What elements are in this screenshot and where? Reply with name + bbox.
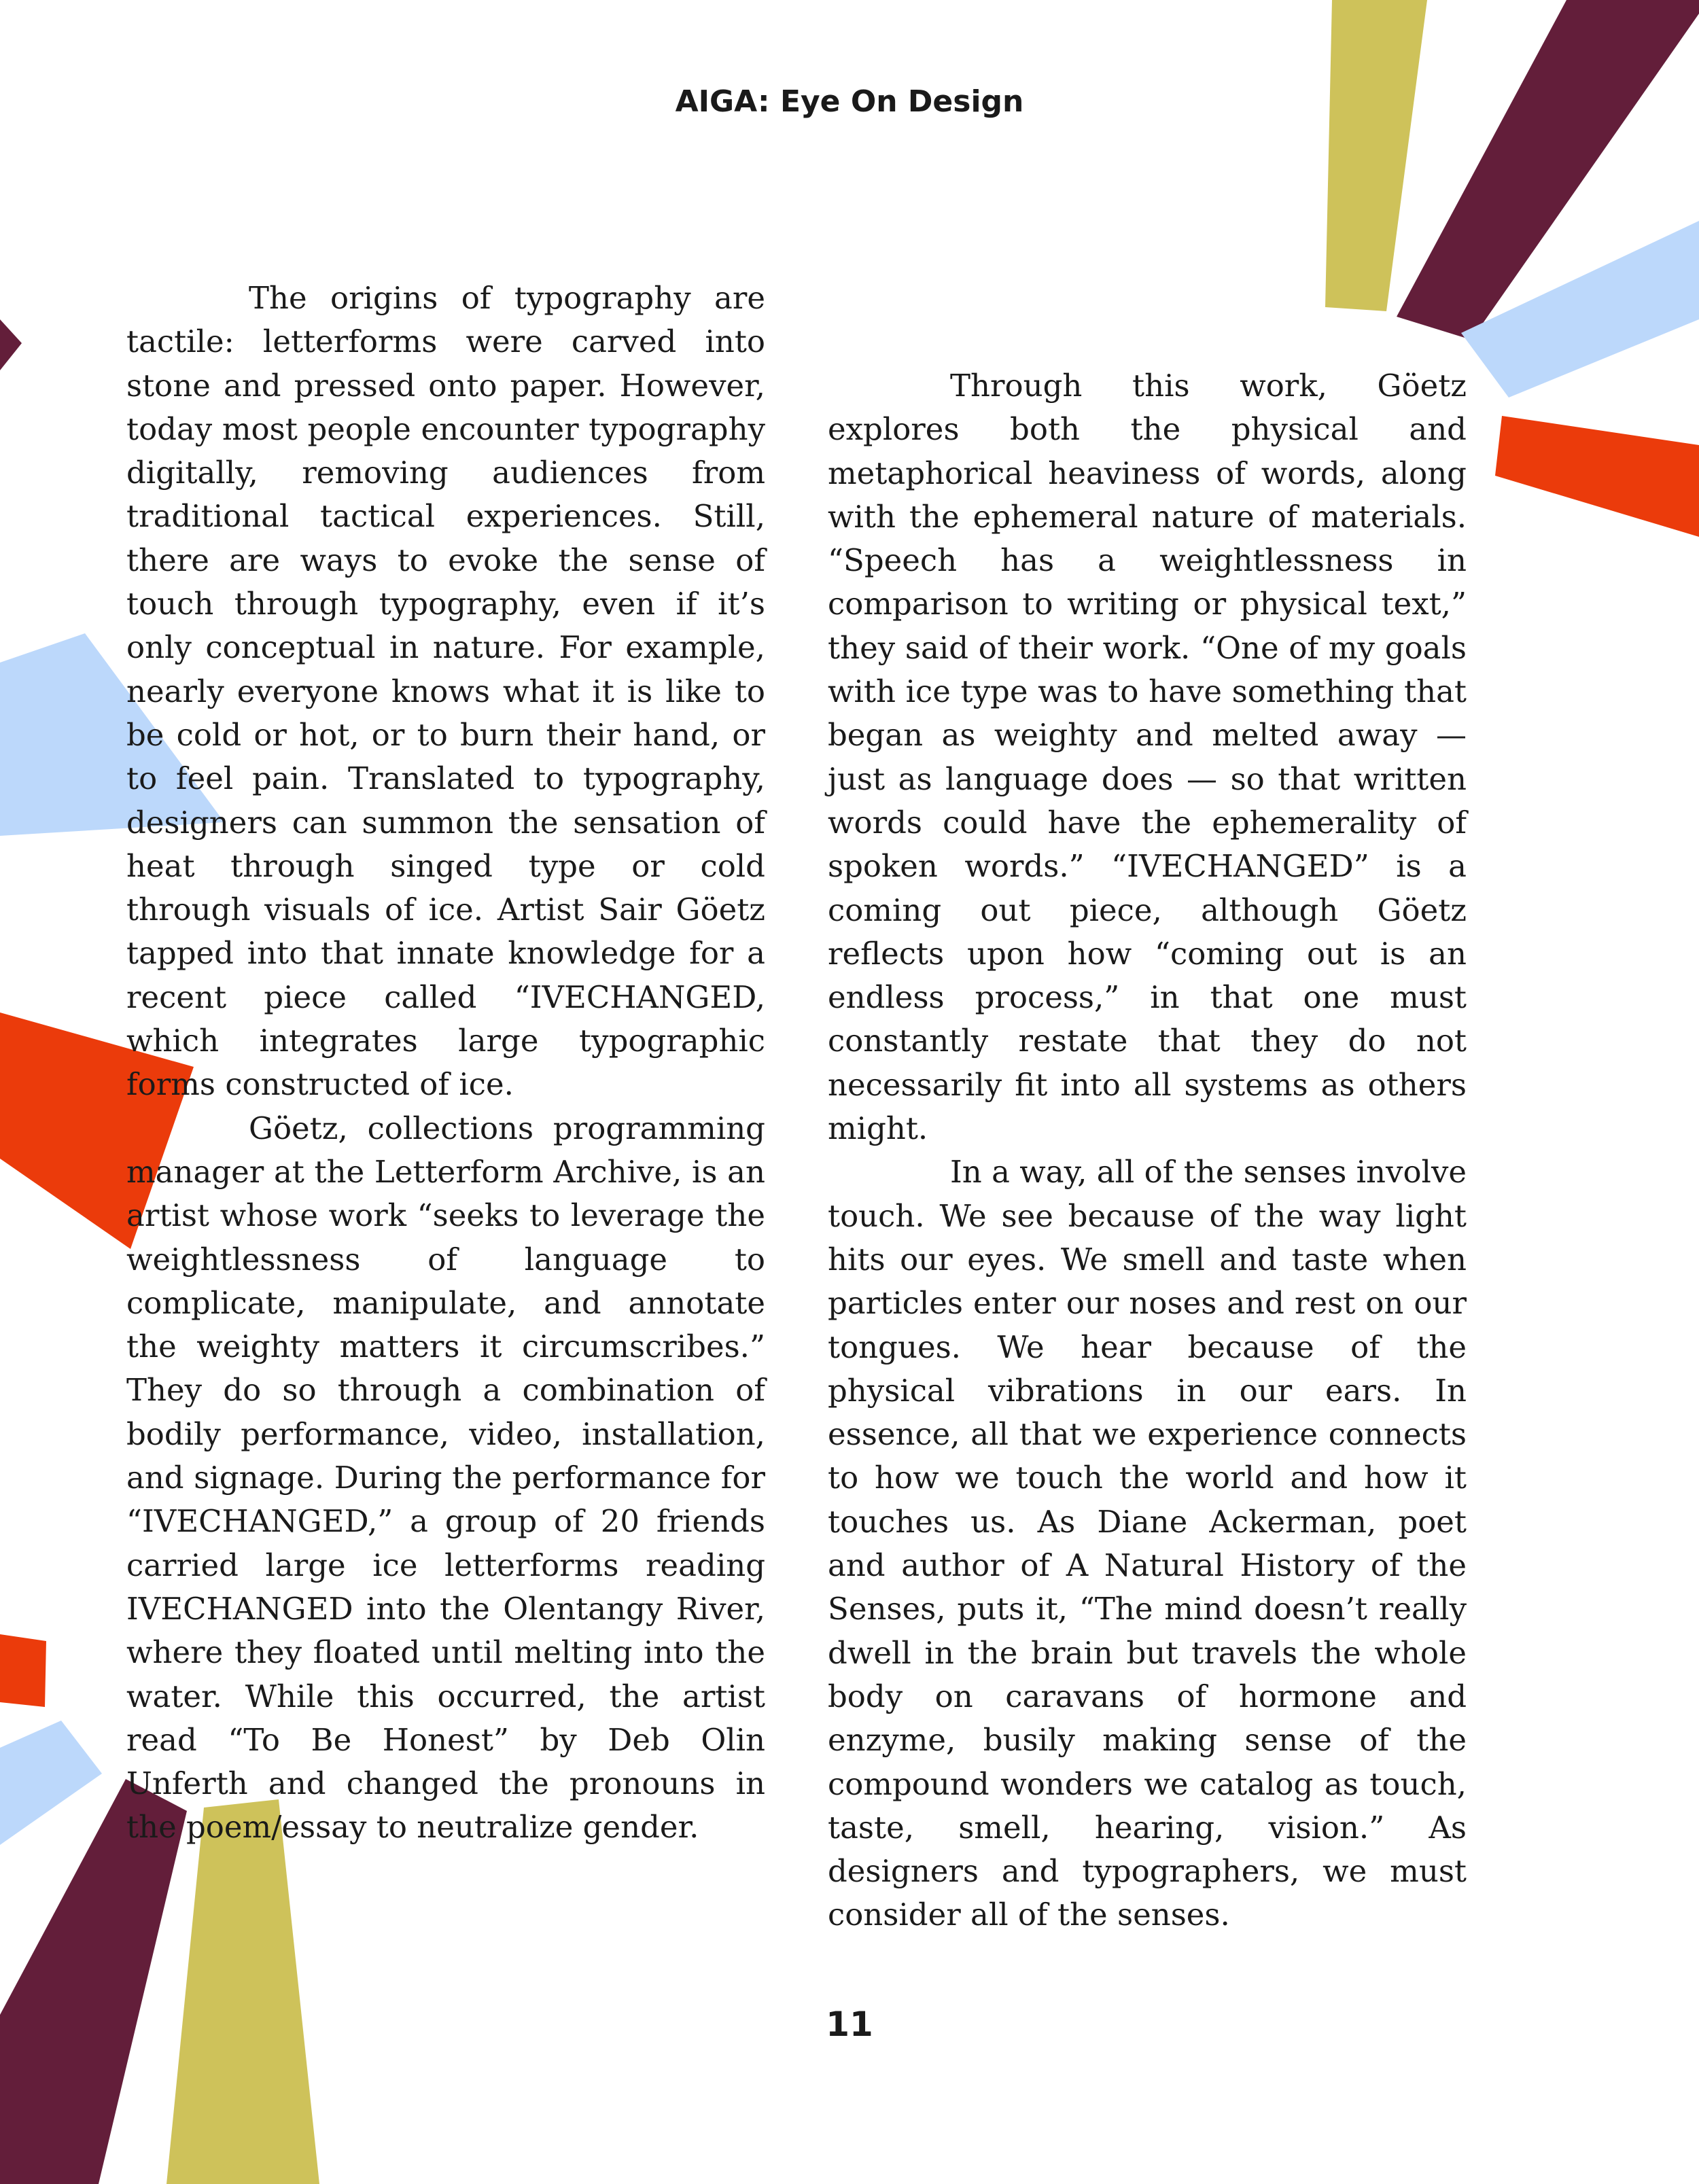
- article-column-left: [126, 277, 765, 1850]
- article-column-right: [828, 364, 1467, 1937]
- article-paragraph: Through this work, Göetz explores both the physical and metaphorical heaviness of words, along with the ephemeral nature of materials. “Speech has a weightlessness in comparison to writing or physical text,” they said of their work. “One of my goals with ice type was to have something that began as weighty and melted away — just as language does — so that written words could have the ephemerality of spoken words.” “IVECHANGED” is a coming out piece, although Göetz reflects upon how “coming out is an endless process,” in that one must constantly restate that they do not necessarily fit into all systems as others might.: [828, 368, 1467, 1147]
- olive-ray-bottom-left: [167, 1799, 319, 2184]
- article-paragraph: The origins of typography are tactile: letterforms were carved into stone and pressed onto paper. However, today most people encounter typography digitally, removing audiences from traditional tactical experiences. Still, there are ways to evoke the sense of touch through typography, even if it’s only conceptual in nature. For example, nearly everyone knows what it is like to be cold or hot, or to burn their hand, or to feel pain. Translated to typography, designers can summon the sensation of heat through singed type or cold through visuals of ice. Artist Sair Göetz tapped into that innate knowledge for a recent piece called “IVECHANGED, which integrates large typographic forms constructed of ice.: [126, 280, 765, 1103]
- orange-ray-bottom-left: [0, 1634, 46, 1707]
- article-paragraph: Göetz, collections programming manager at the Letterform Archive, is an artist whose work “seeks to leverage the weightlessness of language to complicate, manipulate, and annotate the weighty matters it circumscribes.” They do so through a combination of bodily performance, video, installation, and signage. During the performance for “IVECHANGED,” a group of 20 friends carried large ice letterforms reading IVECHANGED into the Olentangy River, where they floated until melting into the water. While this occurred, the artist read “To Be Honest” by Deb Olin Unferth and changed the pronouns in the poem/essay to neutralize gender.: [126, 1110, 765, 1846]
- orange-ray-top-right: [1495, 416, 1699, 537]
- maroon-chip-left: [0, 319, 22, 370]
- publication-header: AIGA: Eye On Design: [675, 84, 1024, 119]
- article-paragraph: In a way, all of the senses involve touch. We see because of the way light hits our eyes. We smell and taste when particles enter our noses and rest on our tongues. We hear because of the physical vibrations in our ears. In essence, all that we experience connects to how we touch the world and how it touches us. As Diane Ackerman, poet and author of A Natural History of the Senses, puts it, “The mind doesn’t really dwell in the brain but travels the whole body on caravans of hormone and enzyme, busily making sense of the compound wonders we catalog as touch, taste, smell, hearing, vision.” As designers and typographers, we must consider all of the senses.: [828, 1154, 1467, 1933]
- light-blue-ray-bottom-left: [0, 1721, 102, 1845]
- olive-ray-top-right: [1325, 0, 1427, 311]
- page-number: 11: [826, 2005, 873, 2044]
